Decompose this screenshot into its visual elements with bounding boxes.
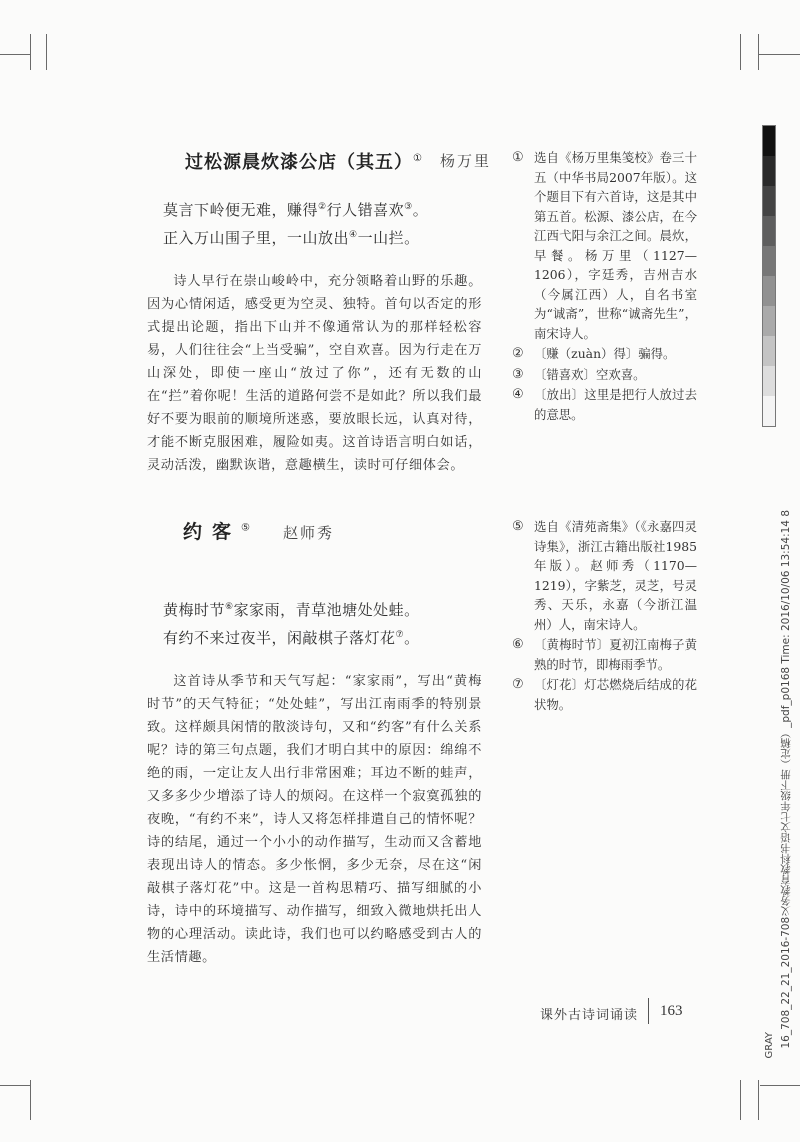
poem1-footnotes xyxy=(512,148,697,425)
poem2-footnotes xyxy=(512,517,697,715)
poem2-title-note-marker: ⑤ xyxy=(241,522,260,534)
footnote: ⑤ 选自《清苑斋集》（《永嘉四灵诗集》，浙江古籍出版社1985年版）。赵师秀（1170—1219），字紫芝，灵芝，号灵秀、天乐，永嘉（今浙江温州）人，南宋诗人。 xyxy=(512,519,697,632)
print-production-stamp: 16_708_22_21_2016-708义务教育教科书语文七年级下册（定稿）_pdf_p0168 Time: 2016/10/06 13:54:14 8 xyxy=(780,510,792,1049)
poem1-commentary: 诗人早行在崇山峻岭中，充分领略着山野的乐趣。因为心情闲适，感受更为空灵、独特。首句以否定的形式提出论题，指出下山并不像通常认为的那样轻松容易，人们往往会“上当受骗”，空自欢喜。因为行走在万山深处，即使一座山“放过了你”，还有无数的山在“拦”着你呢！生活的道路何尝不是如此？所以我们最好不要为眼前的顺境所迷惑，要放眼长远，认真对待，才能不断克服困难，履险如夷。这首诗语言明白如话，灵动活泼，幽默诙谐，意趣横生，读时可仔细体会。 xyxy=(147,274,482,473)
crop-mark xyxy=(740,34,741,70)
poem2-author: 赵师秀 xyxy=(283,524,335,542)
footer-divider xyxy=(648,998,649,1024)
gray-calibration-bar xyxy=(762,125,776,427)
footnote: ④ 〔放出〕这里是把行人放过去的意思。 xyxy=(512,387,697,422)
poem1-line-1: 莫言下岭便无难，赚得②行人错喜欢③。 xyxy=(163,201,429,219)
footer-section-label: 课外古诗词诵读 xyxy=(540,1008,639,1023)
crop-mark xyxy=(740,1080,741,1120)
poem1-title-note-marker: ① xyxy=(413,153,423,164)
crop-mark xyxy=(46,34,47,70)
crop-mark xyxy=(30,1080,31,1120)
crop-mark xyxy=(760,1085,800,1086)
page-number: 163 xyxy=(660,1003,683,1019)
footnote: ① 选自《杨万里集笺校》卷三十五（中华书局2007年版）。这个题目下有六首诗，这是其中第五首。松源、漆公店，在今江西弋阳与余江之间。晨炊，早餐。杨万里（1127—1206），字廷秀，吉州吉水（今属江西）人，自名书室为“诚斋”，世称“诚斋先生”，南宋诗人。 xyxy=(512,150,697,341)
poem2-line-2: 有约不来过夜半，闲敲棋子落灯花⑦。 xyxy=(163,629,420,647)
footnote: ③ 〔错喜欢〕空欢喜。 xyxy=(512,366,646,382)
poem2-title: 约客⑤ xyxy=(183,521,260,543)
crop-mark xyxy=(758,54,800,55)
print-gray-label: GRAY xyxy=(764,1032,775,1059)
poem2-commentary: 这首诗从季节和天气写起：“家家雨”，写出“黄梅时节”的天气特征；“处处蛙”，写出江南雨季的特别景致。这样颇具闲情的散淡诗句，又和“约客”有什么关系呢？诗的第三句点题，我们才明白其中的原因：绵绵不绝的雨，一定让友人出行非常困难；耳边不断的蛙声，又多多少少增添了诗人的烦闷。在这样一个寂寞孤独的夜晚，“有约不来”，诗人又将怎样排遣自己的情怀呢？诗的结尾，通过一个小小的动作描写，生动而又含蓄地表现出诗人的情态。多少怅惘，多少无奈，尽在这“闲敲棋子落灯花”中。这是一首构思精巧、描写细腻的小诗，诗中的环境描写、动作描写，细致入微地烘托出人物的心理活动。读此诗，我们也可以约略感受到古人的生活情趣。 xyxy=(147,674,482,965)
footnote: ② 〔赚（zuàn）得〕骗得。 xyxy=(512,346,676,361)
crop-mark xyxy=(30,34,31,70)
footnote: ⑦ 〔灯花〕灯芯燃烧后结成的花状物。 xyxy=(512,677,697,712)
poem1-title: 过松源晨炊漆公店（其五）① xyxy=(185,152,423,173)
crop-mark xyxy=(0,54,30,55)
crop-mark xyxy=(0,1085,30,1086)
poem1-line-2: 正入万山围子里，一山放出④一山拦。 xyxy=(163,229,420,247)
poem1-author: 杨万里 xyxy=(440,152,492,170)
footnote: ⑥ 〔黄梅时节〕夏初江南梅子黄熟的时节，即梅雨季节。 xyxy=(512,637,697,672)
poem2-line-1: 黄梅时节⑥家家雨，青草池塘处处蛙。 xyxy=(163,601,420,619)
crop-mark xyxy=(758,1080,759,1120)
crop-mark xyxy=(758,34,759,70)
